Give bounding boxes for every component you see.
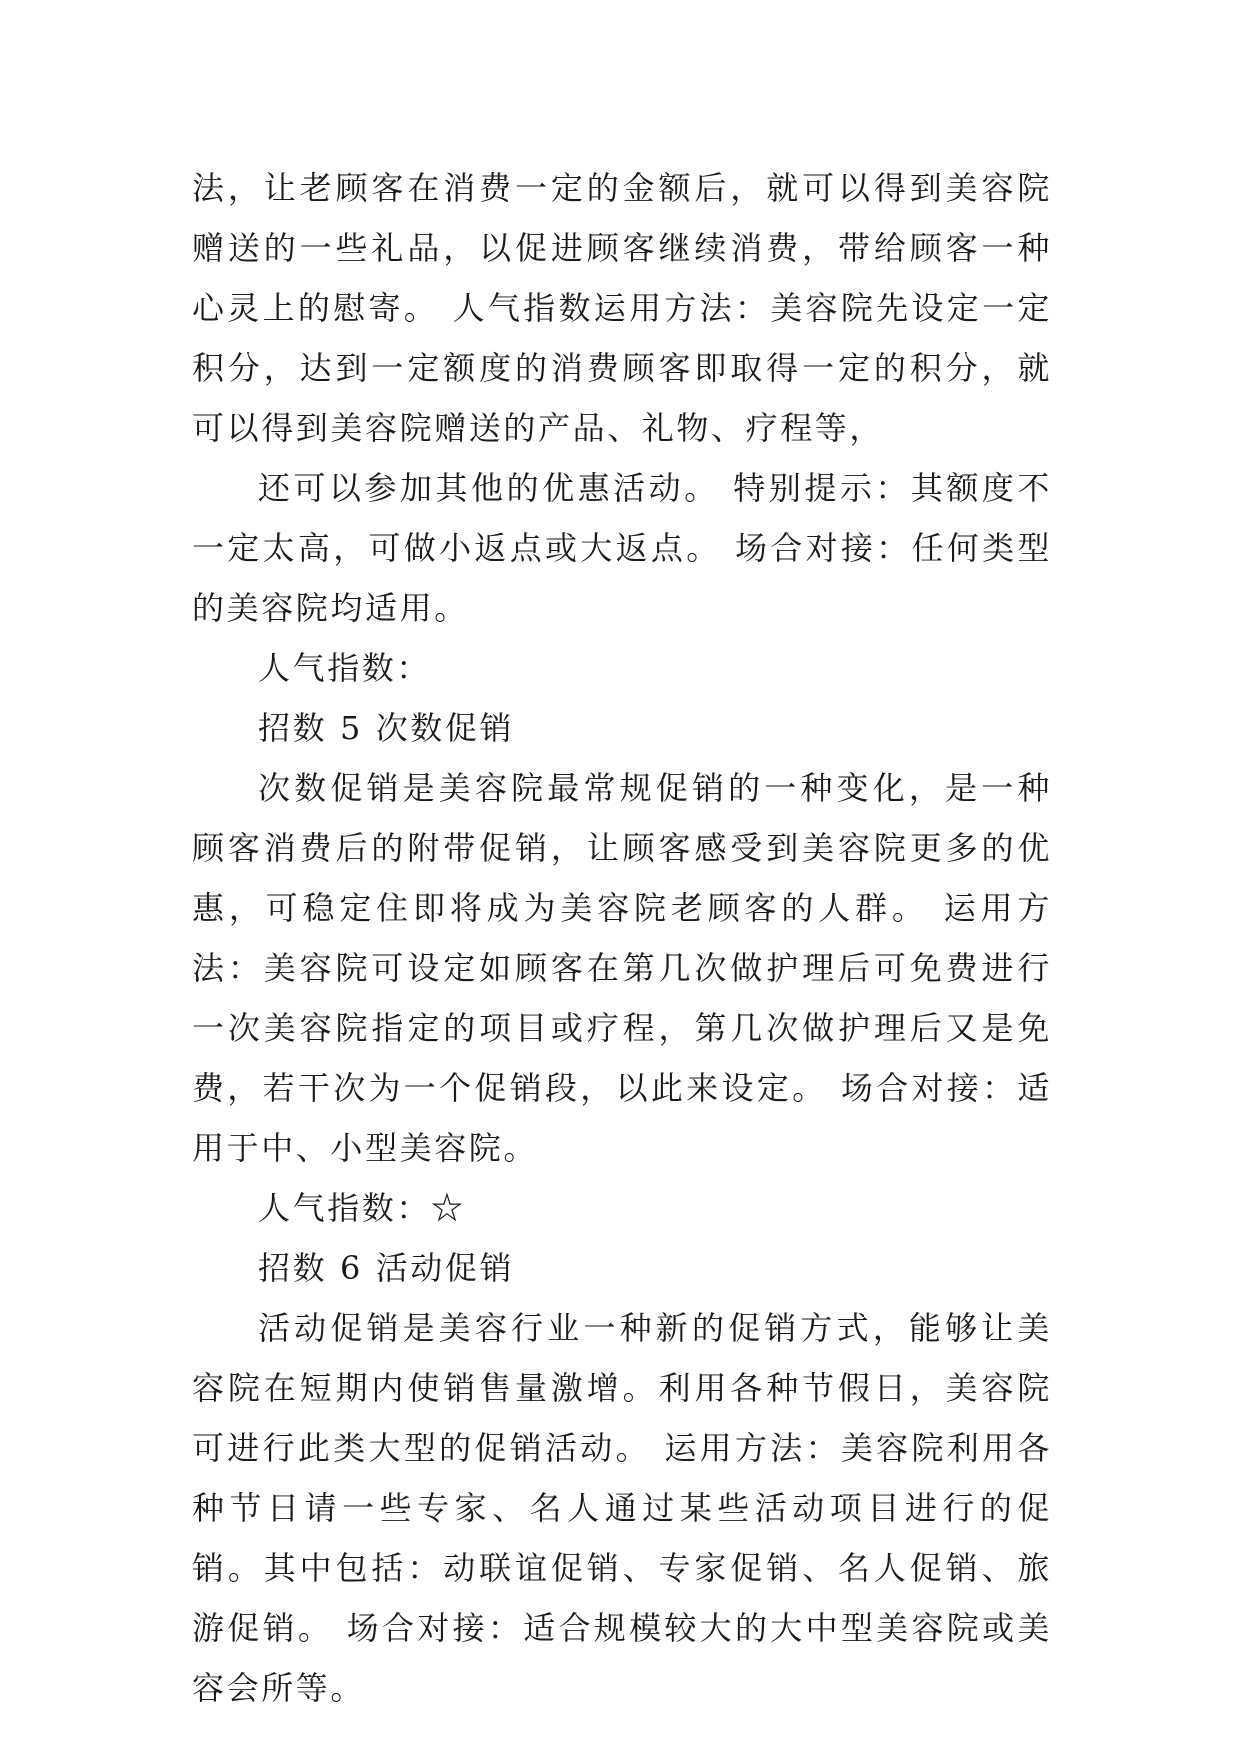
paragraph-1: 法，让老顾客在消费一定的金额后，就可以得到美容院赠送的一些礼品，以促进顾客继续消费，带给顾客一种心灵上的慰寄。 人气指数运用方法：美容院先设定一定积分，达到一定额度的消费顾客即取得一定的积分，就可以得到美容院赠送的产品、礼物、疗程等，: [192, 169, 1052, 447]
paragraph-2: 还可以参加其他的优惠活动。 特别提示：其额度不一定太高，可做小返点或大返点。 场合对接：任何类型的美容院均适用。: [192, 469, 1052, 627]
paragraph-4: 活动促销是美容行业一种新的促销方式，能够让美容院在短期内使销售量激增。利用各种节假日，美容院可进行此类大型的促销活动。 运用方法：美容院利用各种节日请一些专家、名人通过某些活动项目进行的促销。其中包括：动联谊促销、专家促销、名人促销、旅游促销。 场合对接：适合规模较大的大中型美容院或美容会所等。: [192, 1309, 1052, 1707]
popularity-index-1: 人气指数：: [258, 649, 432, 687]
paragraph-3: 次数促销是美容院最常规促销的一种变化，是一种顾客消费后的附带促销，让顾客感受到美容院更多的优惠，可稳定住即将成为美容院老顾客的人群。 运用方法：美容院可设定如顾客在第几次做护理后可免费进行一次美容院指定的项目或疗程，第几次做护理后又是免费，若干次为一个促销段，以此来设定。 场合对接：适用于中、小型美容院。: [192, 769, 1052, 1167]
section-heading-5: 招数 5 次数促销: [258, 709, 515, 747]
popularity-index-2: 人气指数：☆: [258, 1189, 466, 1227]
document-body: [192, 158, 1052, 1718]
section-heading-6: 招数 6 活动促销: [258, 1249, 515, 1287]
